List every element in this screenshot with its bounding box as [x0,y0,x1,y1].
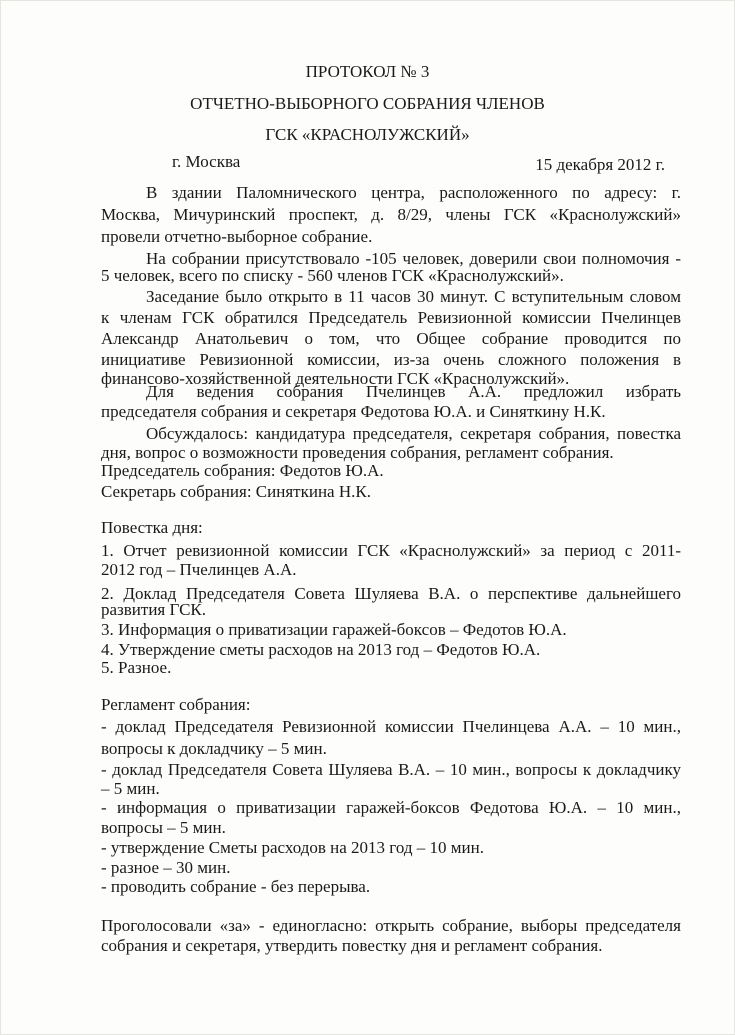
city: г. Москва [172,152,241,171]
regulation-item: - разное – 30 мин. [101,858,231,877]
document-title: ПРОТОКОЛ № 3 [305,62,430,81]
agenda-item: 2012 год – Пчелинцев А.А. [101,560,297,579]
paragraph-line: Заседание было открыто в 11 часов 30 минут. С вступительным словом [146,287,681,306]
chairman-line: Председатель собрания: Федотов Ю.А. [101,461,384,480]
regulation-item: - информация о приватизации гаражей-боксов Федотова Ю.А. – 10 мин., [101,798,681,817]
agenda-item: 1. Отчет ревизионной комиссии ГСК «Краснолужский» за период с 2011- [101,541,681,560]
paragraph-line: Для ведения собрания Пчелинцев А.А. предложил избрать [146,382,681,401]
agenda-item: 4. Утверждение сметы расходов на 2013 год – Федотов Ю.А. [101,640,541,659]
secretary-line: Секретарь собрания: Синяткина Н.К. [101,482,371,501]
organization-name: ГСК «КРАСНОЛУЖСКИЙ» [265,125,470,144]
agenda-heading: Повестка дня: [101,518,203,537]
document-date: 15 декабря 2012 г. [535,155,665,174]
document-subtitle: ОТЧЕТНО-ВЫБОРНОГО СОБРАНИЯ ЧЛЕНОВ [190,94,545,113]
agenda-item: развития ГСК. [101,600,207,619]
regulation-item: - утверждение Сметы расходов на 2013 год – 10 мин. [101,838,484,857]
paragraph-line: к членам ГСК обратился Председатель Ревизионной комиссии Пчелинцев [101,308,681,327]
agenda-item: 2. Доклад Председателя Совета Шуляева В.А. о перспективе дальнейшего [101,584,681,603]
paragraph-line: Москва, Мичуринский проспект, д. 8/29, члены ГСК «Краснолужский» [101,205,681,224]
paragraph-line: Обсуждалось: кандидатура председателя, секретаря собрания, повестка [146,424,681,443]
paragraph-line: В здании Паломнического центра, расположенного по адресу: г. [146,183,681,202]
paragraph-line: председателя собрания и секретаря Федотова Ю.А. и Синяткину Н.К. [101,402,606,421]
agenda-item: 3. Информация о приватизации гаражей-боксов – Федотов Ю.А. [101,620,567,639]
agenda-item: 5. Разное. [101,658,172,677]
paragraph-line: 5 человек, всего по списку - 560 членов ГСК «Краснолужский». [101,266,564,285]
paragraph-line: провели отчетно-выборное собрание. [101,227,373,246]
regulation-item: - доклад Председателя Совета Шуляева В.А. – 10 мин., вопросы к докладчику [101,760,681,779]
paragraph-line: Александр Анатольевич о том, что Общее собрание проводится по [101,329,681,348]
regulation-item: – 5 мин. [101,779,160,798]
paragraph-line: инициативе Ревизионной комиссии, из-за очень сложного положения в [101,350,681,369]
regulation-heading: Регламент собрания: [101,695,251,714]
paragraph-line: финансово-хозяйственной деятельности ГСК «Краснолужский». [101,369,570,388]
regulation-item: - проводить собрание - без перерыва. [101,877,371,896]
regulation-item: вопросы к докладчику – 5 мин. [101,739,327,758]
regulation-item: - доклад Председателя Ревизионной комиссии Пчелинцева А.А. – 10 мин., [101,717,681,736]
regulation-item: вопросы – 5 мин. [101,818,226,837]
paragraph-line: дня, вопрос о возможности проведения собрания, регламент собрания. [101,443,614,462]
paragraph-line: На собрании присутствовало -105 человек, доверили свои полномочия - [146,249,681,268]
vote-line: собрания и секретаря, утвердить повестку дня и регламент собрания. [101,936,603,955]
vote-line: Проголосовали «за» - единогласно: открыть собрание, выборы председателя [101,916,681,935]
